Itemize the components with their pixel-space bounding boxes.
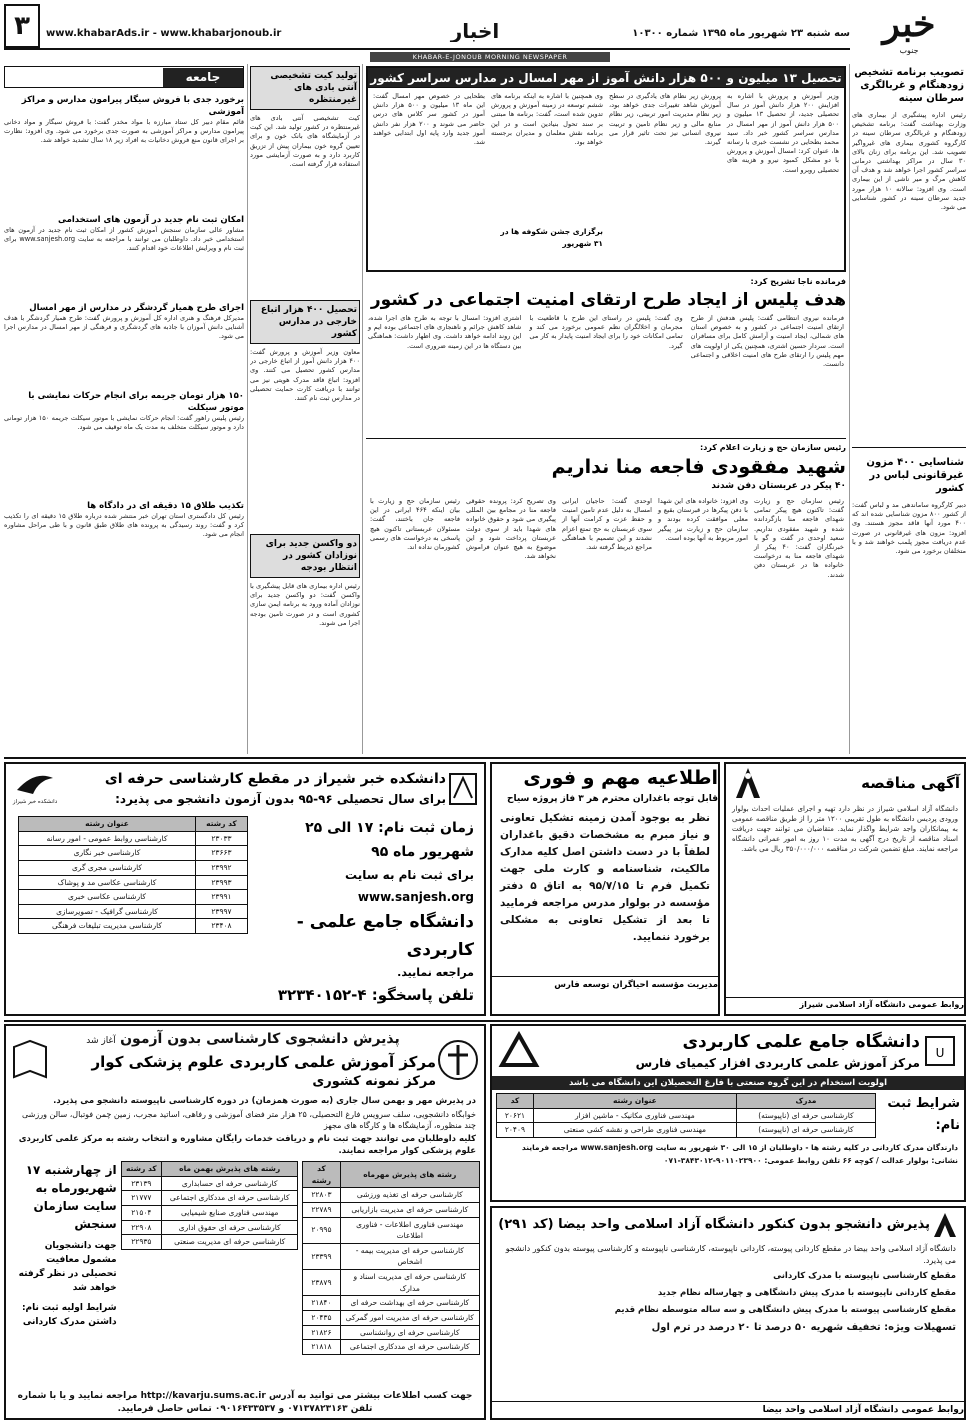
medical-bahman-row-cell: ۲۱۵۰۴	[121, 1205, 161, 1220]
college-site[interactable]: برای ثبت نام به سایت www.sanjesh.org	[344, 868, 474, 904]
medical-bahman-col-title: رشته های پذیرش بهمن ماه	[162, 1162, 298, 1177]
medical-mehr-row-cell: کارشناسی حرفه ای مدیریت امور گمرکی	[340, 1310, 479, 1325]
page-number: ۳	[4, 4, 40, 48]
azad-line-1: دانشگاه آزاد اسلامی واحد بیضا در مقطع کاردانی پیوسته، کاردانی ناپیوسته، کارشناسی ناپیوسته و کارشناسی پیوسته بدون کنکور دانشجو می پذیرد.	[505, 1244, 956, 1265]
medical-bahman-row-cell: ۲۲۹۳۵	[121, 1235, 161, 1250]
college-table-row-cell: کارشناسی مدیریت تبلیغات فرهنگی	[19, 919, 196, 934]
lead-col-1: وزیر آموزش و پرورش با اشاره به افزایش ۲۰۰ هزار دانش آموز در سال تحصیلی جدید، از تحصیل ۱۳ میلیون و ۵۰۰ هزار دانش آموز از مهر امسال در مدارس سراسر کشور خبر داد. سید محمد بطحایی در نشست خبری با رسانه ها، عنوان کرد: امسال آموزش و پرورش با دو مشکل کمبود نیرو و هزینه های تحصیلی روبرو است.	[727, 92, 839, 174]
mid-title-3: دو واکسن جدید برای نوزادان کشور در انتظار بودجه	[250, 534, 360, 578]
college-table-row	[19, 890, 248, 905]
medical-ad	[4, 1024, 486, 1420]
kimia-table-row-cell: کارشناسی حرفه ای (ناپیوسته)	[736, 1108, 875, 1123]
middle-column	[250, 66, 360, 754]
college-refer: مراجعه نمایید.	[397, 966, 474, 979]
medical-mehr-row	[303, 1188, 480, 1203]
medical-mehr-row-cell: کارشناسی حرفه ای مدیریت اسناد و مدارک	[340, 1270, 479, 1296]
tender-body: دانشگاه آزاد اسلامی شیراز در نظر دارد تهیه و اجرای عملیات احداث بولوار ورودی پردیس دانشگاه به طول تقریبی ۱۲۰۰ متر را از طریق مناقصه عمومی به پیمانکاران واجد شرایط واگذار نماید. متقاضیان می توانند جهت دریافت اسناد مناقصه از تاریخ درج آگهی به مدت ۱۰ روز به امور عمرانی دانشگاه مراجعه نمایند. مبلغ تضمین شرکت در مناقصه ۳۵۰/۰۰۰/۰۰۰ ریال می باشد.	[732, 805, 958, 853]
college-table-row	[19, 904, 248, 919]
kimia-table	[496, 1093, 876, 1138]
hajj-col-4: وی تصریح کرد: پرونده حقوقی فاجعه منا در مجامع بین المللی پیگیری می شود و حقوق خانواده های شهدا باید از سوی دولت عربستان پرداخت شود و این موضوع به هیچ عنوان فراموش نخواهد شد.	[466, 497, 556, 561]
medical-mehr-row	[303, 1202, 480, 1217]
college-table-row-cell: ۲۳۹۹۱	[195, 890, 247, 905]
medical-side-1: از چهارشنبه ۱۷ شهریورماه به سایت سازمان سنجش	[25, 1163, 117, 1231]
medical-mehr-row-cell: کارشناسی حرفه ای مددکاری اجتماعی	[340, 1340, 479, 1355]
medical-mehr-row	[303, 1325, 480, 1340]
kimia-table-row-cell: ۲۰۶۲۱	[497, 1108, 534, 1123]
medical-bahman-row-cell: کارشناسی حرفه ای مدیریت صنعتی	[162, 1235, 298, 1250]
azad-title: پذیرش دانشجو بدون کنکور دانشگاه آزاد اسلامی واحد بیضا (کد ۲۹۱)	[498, 1217, 930, 1232]
bird-logo-icon	[15, 770, 55, 796]
police-story	[366, 276, 846, 436]
left-item-body: رئیس کل دادگستری استان تهران خبر منتشر شده درباره طلاق ۱۵ دقیقه ای را تکذیب کرد و گفت: روند رسیدگی به پرونده های طلاق طبق قانون و با طی مراحل مشاوره انجام می شود.	[4, 512, 244, 539]
section-title: اخبار	[450, 19, 500, 42]
college-table	[18, 816, 248, 934]
urgent-notice-ad	[490, 762, 720, 1016]
medical-mehr-row-cell: ۲۳۳۹۹	[303, 1243, 340, 1269]
medical-mehr-row-cell: کارشناسی حرفه ای تغذیه ورزشی	[340, 1188, 479, 1203]
kimia-table-row-cell: مهندسی فناوری مکانیک - ماشین افزار	[533, 1108, 736, 1123]
medical-mehr-row-cell: کارشناسی حرفه ای مدیریت بیمه - اشخاص	[340, 1243, 479, 1269]
medical-bottom: جهت کسب اطلاعات بیشتر می توانید به آدرس http://kavarju.sums.ac.ir مراجعه نمایید و یا با شماره تلفن ۰۷۱۳۷۸۲۳۱۶۳ و ۰۹۰۱۶۴۳۳۵۳۷ تماس حاصل فرمایید.	[17, 1391, 473, 1414]
medical-bahman-row-cell: ۲۲۹۰۸	[121, 1220, 161, 1235]
college-phone: تلفن پاسخگو: ۴-۳۲۳۴۰۱۵۲	[277, 986, 474, 1004]
urgent-body: نظر به بوجود آمدن زمینه تشکیل تعاونی و نیاز مبرم به مشخصات دقیق باغداران لطفاً با در دست داشتن اصل کلیه مدارک مالکیت، شناسنامه و کارت ملی جهت تکمیل فرم تا ۹۵/۷/۱۵ به اتاق ۵ دفتر مؤسسه در بولوار مدرس مراجعه فرمایید تا بعد از تشکیل تعاونی به مشکلی برخورد ننمایید.	[500, 812, 710, 943]
medical-bahman-row-cell: ۲۱۷۷۷	[121, 1191, 161, 1206]
college-logo-text: دانشکده خبر شیراز	[12, 799, 58, 806]
urgent-footer: مدیریت مؤسسه احیاگران توسعه فارس	[492, 976, 718, 993]
college-table-row-cell: کارشناسی روابط عمومی - امور رسانه	[19, 831, 196, 846]
college-reg-date: زمان ثبت نام: ۱۷ الی ۲۵ شهریور ماه ۹۵	[305, 820, 474, 860]
medical-side-3: شرایط اولیه ثبت نام: داشتن مدرک کاردانی	[21, 1303, 117, 1327]
medical-bahman-row-cell: مهندسی فناوری صنایع شیمیایی	[162, 1205, 298, 1220]
college-table-row-cell: ۲۳۰۳۳	[195, 831, 247, 846]
medical-bahman-row	[121, 1205, 298, 1220]
mid-body-2: معاون وزیر آموزش و پرورش گفت: ۴۰۰ هزار دانش آموز از اتباع خارجی در مدارس کشور تحصیل می کنند. وی افزود: اتباع فاقد مدرک هویتی نیز می توانند با دریافت کارت حمایت تحصیلی در مدارس ثبت نام کنند.	[250, 348, 360, 403]
medical-bahman-row-cell: کارشناسی حرفه ای مددکاری اجتماعی	[162, 1191, 298, 1206]
mid-body-3: رئیس اداره بیماری های قابل پیشگیری با واکسن گفت: دو واکسن جدید برای نوزادان آماده ورود به برنامه ایمن سازی کشوری است و در صورت تامین بودجه اجرا می شوند.	[250, 582, 360, 627]
mid-body-1: کیت تشخیصی آنتی بادی های غیرمنتظره در کشور تولید شد. این کیت در آزمایشگاه های بانک خون و برای تعیین گروه خون بیماران پیش از تزریق کاربرد دارد و به صورت آزمایشی مورد استفاده قرار گرفته است.	[250, 114, 360, 169]
medical-top-text-2: آغاز شد	[86, 1036, 116, 1046]
medical-mehr-row-cell: ۲۲۷۸۹	[303, 1202, 340, 1217]
right-title-1: تصویب برنامه تشخیص زودهنگام و غربالگری سرطان سینه	[854, 67, 964, 104]
medical-mehr-row-cell: کارشناسی حرفه ای روانشناسی	[340, 1325, 479, 1340]
urgent-subtitle: قابل توجه باغداران محترم هر ۳ فاز پروژه سیاح	[506, 794, 718, 804]
english-name: KHABAR-E-JONOUB MORNING NEWSPAPER	[370, 52, 610, 62]
medical-bahman-row-cell: کارشناسی حرفه ای حسابداری	[162, 1176, 298, 1191]
medical-bahman-row	[121, 1176, 298, 1191]
kimia-table-row-cell: کارشناسی حرفه ای (ناپیوسته)	[736, 1123, 875, 1138]
college-table-row-cell: ۲۳۴۰۸	[195, 919, 247, 934]
medical-mehr-row-cell: ۲۲۸۰۳	[303, 1188, 340, 1203]
right-body-2: دبیر کارگروه ساماندهی مد و لباس گفت: از کشور ۸۰۰ مزون شناسایی شده اند که ۴۰۰ مورد آنها فاقد مجوز هستند. وی افزود: مزون های غیرقانونی در صورت عدم دریافت مجوز پلمب خواهند شد و با متخلفان برخورد می شود.	[852, 501, 966, 556]
left-section-title: جامعه	[163, 68, 243, 87]
date-line: سه شنبه ۲۳ شهریور ماه ۱۳۹۵ شماره ۱۰۳۰۰	[632, 28, 850, 39]
university-emblem-icon	[446, 768, 480, 808]
left-item-headline: اجرای طرح همیار گردشگر در مدارس از مهر امسال	[29, 303, 244, 313]
college-table-row-cell: کارشناسی گرافیک - تصویرسازی	[19, 904, 196, 919]
college-table-row	[19, 875, 248, 890]
college-col-code: کد رشته	[195, 817, 247, 832]
college-table-row-cell: کارشناسی خبر نگاری	[19, 846, 196, 861]
kimia-subtitle: مرکز آموزش علمی کاربردی افزار کیمیای فارس	[635, 1056, 920, 1070]
kimia-conditions: شرایط ثبت نام:	[887, 1096, 960, 1133]
medical-mehr-row-cell: مهندسی فناوری اطلاعات - فناوری اطلاعات	[340, 1217, 479, 1243]
medical-mehr-row-cell: کارشناسی حرفه ای بهداشت حرفه ای	[340, 1296, 479, 1311]
medical-top-text: پذیرش دانشجوی کارشناسی بدون آزمون	[120, 1031, 400, 1047]
hajj-col-2: وی افزود: خانواده های این شهدا با دفن پیکرها در قبرستان بقیع و معلی موافقت کرده بودند و سازمان حج و زیارت نیز پیگیر امور مربوط به آنها بوده است.	[658, 497, 748, 542]
left-item-body: رئیس پلیس راهور گفت: انجام حرکات نمایشی با موتور سیکلت جریمه ۱۵۰ هزار تومانی دارد و موتور سیکلت متخلف به مدت یک ماه توقیف می شود.	[4, 414, 244, 432]
kimia-table-row-cell: ۲۰۴۰۹	[497, 1123, 534, 1138]
mid-title-1: تولید کیت تشخیصی آنتی بادی های غیرمنتظره	[250, 66, 360, 110]
recycle-logo-icon	[496, 1031, 542, 1071]
hajj-col-1: رئیس سازمان حج و زیارت گفت: تاکنون هیچ پیکر تمامی شهدای فاجعه منا بازگردانده شده و شهید مفقودی نداریم. سعید اوحدی در گفت و گو با خبرنگاران گفت: ۴۰ پیکر از شهدای فاجعه منا به درخواست خانواده ها در عربستان دفن شدند.	[754, 497, 844, 579]
logo-text: خبر	[882, 3, 936, 45]
azad-university-logo-icon	[730, 766, 766, 800]
police-kicker: فرمانده ناجا تشریح کرد:	[750, 277, 846, 286]
medical-university-logo-icon	[436, 1037, 480, 1083]
college-table-row	[19, 919, 248, 934]
azad-line-3: مقطع کاردانی ناپیوسته با مدرک پیش دانشگاهی و چهارساله نظام جدید	[657, 1288, 956, 1298]
lead-col-4: بطحایی در خصوص مهر امسال گفت: این ماه ۱۳ میلیون و ۵۰۰ هزار دانش آموز در کشور سر کلاس های درس حاضر می شوند و ۲۰۰ هزار نفر دانش آموز جدید وارد پایه اول ابتدایی خواهند شد.	[373, 92, 485, 147]
medical-mehr-row	[303, 1270, 480, 1296]
medical-mehr-col-title: رشته های پذیرش مهرماه	[340, 1162, 479, 1188]
medical-mehr-row-cell: ۲۰۴۳۵	[303, 1310, 340, 1325]
left-item-headline: برخورد جدی با فروش سیگار پیرامون مدارس و مراکز آموزشی	[21, 95, 244, 117]
kimia-col-degree: مدرک	[736, 1094, 875, 1109]
right-column	[852, 64, 966, 754]
mid-title-2: تحصیل ۴۰۰ هزار اتباع خارجی در مدارس کشور	[250, 300, 360, 344]
medical-mehr-row-cell: ۲۱۸۱۸	[303, 1340, 340, 1355]
kimia-table-row	[497, 1108, 876, 1123]
medical-mehr-row	[303, 1310, 480, 1325]
left-item-body: مشاور عالی سازمان سنجش آموزش کشور از امکان ثبت نام جدید در آزمون های استخدامی خبر داد. داوطلبان می توانند با مراجعه به سایت www.sanjesh.org برای ثبت نام و ویرایش اطلاعات خود اقدام کنند.	[4, 226, 244, 253]
medical-mehr-row-cell: ۲۰۹۹۵	[303, 1217, 340, 1243]
college-table-row-cell: کارشناسی مجری گری	[19, 860, 196, 875]
kimia-note: دارندگان مدرک کاردانی در کلیه رشته ها - داوطلبان از ۱۵ الی ۳۰ شهریور به سایت www.sanjesh.org مراجعه فرمایند	[521, 1142, 958, 1152]
college-table-row-cell: کارشناسی عکاسی مد و پوشاک	[19, 875, 196, 890]
left-item-body: قائم مقام دبیر کل ستاد مبارزه با مواد مخدر گفت: با فروش سیگار و مواد دخانی پیرامون مدارس و مراکز آموزشی به صورت جدی برخورد می شود. وی افزود: نظارت بر اجرای قانون منع فروش دخانیات به افراد زیر ۱۸ سال تشدید خواهد شد.	[4, 118, 244, 145]
left-item-headline: ۱۵۰ هزار تومان جریمه برای انجام حرکات نمایشی با موتور سیکلت	[28, 391, 244, 413]
azad-line-2: مقطع کارشناسی ناپیوسته با مدرک کاردانی	[773, 1271, 956, 1281]
website-url[interactable]: www.khabarAds.ir - www.khabarjonoub.ir	[46, 28, 282, 39]
college-table-row-cell: ۲۳۹۹۷	[195, 904, 247, 919]
hajj-col-5: رئیس سازمان حج و زیارت با بیان اینکه ۴۶۴ ایرانی در این فاجعه جان باختند، گفت: مسئولان عربستانی تاکنون هیچ پاسخی به درخواست های رسمی کشورمان نداده اند.	[370, 497, 460, 552]
college-table-row	[19, 846, 248, 861]
kimia-ad	[490, 1024, 966, 1202]
college-table-row	[19, 860, 248, 875]
azad-line-4: مقطع کارشناسی پیوسته با مدرک پیش دانشگاهی و سه ساله متوسطه نظام قدیم	[614, 1305, 956, 1315]
kimia-priority-bar: اولویت استخدام در این گروه صنعتی با فارغ التحصیلان این دانشگاه می باشد	[492, 1076, 964, 1090]
college-col-title: عنوان رشته	[19, 817, 196, 832]
kimia-col-code: کد	[497, 1094, 534, 1109]
medical-line-3: کلیه داوطلبان می توانند جهت ثبت نام و دریافت خدمات رایگان مشاوره و انتخاب رشته به مرکز علمی کاربردی علوم پزشکی کوار مراجعه نمایند.	[18, 1134, 476, 1156]
medical-mehr-row-cell: کارشناسی حرفه ای مدیریت بازاریابی	[340, 1202, 479, 1217]
medical-mehr-row	[303, 1340, 480, 1355]
medical-mehr-col-code: کد رشته	[303, 1162, 340, 1188]
medical-line-2: خوابگاه دانشجویی، سلف سرویس فارغ التحصیلی، ۲۵ هزار متر فضای آموزشی و رفاهی، اساتید مجرب، زمین چمن فوتبال، سالن ورزشی چند منظوره، آزمایشگاه ها و کارگاه های مجهز	[21, 1110, 476, 1130]
medical-bahman-row-cell: کارشناسی حرفه ای حقوق اداری	[162, 1220, 298, 1235]
police-col-2: وی گفت: پلیس در راستای این طرح با قاطعیت با مجرمان و اخلالگران نظم عمومی برخورد می کند و تمامی امکانات خود را برای ایجاد امنیت پایدار به کار می گیرد.	[529, 314, 683, 350]
kimia-table-row-cell: مهندسی فناوری طراحی و نقشه کشی صنعتی	[533, 1123, 736, 1138]
medical-bahman-row-cell: ۲۳۱۳۹	[121, 1176, 161, 1191]
medical-mehr-row-cell: ۲۱۸۲۶	[303, 1325, 340, 1340]
medical-bahman-col-code: کد رشته	[121, 1162, 161, 1177]
masthead-logo	[852, 2, 966, 56]
lead-story	[366, 66, 846, 272]
right-body-1: رئیس اداره پیشگیری از بیماری های وزارت بهداشت گفت: برنامه تشخیص زودهنگام و غربالگری سرطان سینه در کارگروه کشوری بیماری های غیرواگیر تصویب شد. این برنامه برای زنان بالای ۳۰ سال در مراکز بهداشتی درمانی سراسر کشور اجرا خواهد شد و هدف آن کاهش مرگ و میر ناشی از این بیماری است. وی افزود: سالانه ۱۰ هزار مورد جدید سرطان سینه در کشور شناسایی می شود.	[852, 111, 966, 212]
kimia-col-title: عنوان رشته	[533, 1094, 736, 1109]
kimia-table-row	[497, 1123, 876, 1138]
left-item-body: مدیرکل فرهنگ و هنری اداره کل آموزش و پرورش گفت: طرح همیار گردشگر با هدف آشنایی دانش آموزان با جاذبه های گردشگری و فرهنگی از مهر امسال در مدارس اجرا می شود.	[4, 314, 244, 341]
hajj-col-3: اوحدی گفت: حاجیان ایرانی امسال به دلیل عدم تامین امنیت و حفظ عزت و کرامت آنها از سوی عربستان به حج تمتع اعزام نشدند و این تصمیم با هماهنگی مراجع ذیربط گرفته شد.	[562, 497, 652, 552]
medical-mehr-row	[303, 1217, 480, 1243]
hajj-story	[366, 442, 846, 754]
police-col-1: فرمانده نیروی انتظامی گفت: پلیس هدفش از طرح ارتقای امنیت اجتماعی در کشور و به خصوص استان های شمالی، ایجاد امنیت و آرامش کامل برای مسافران است. سردار حسین اشتری، همچنین یکی از اولویت های مهم پلیس را ارتقای طرح های امنیت اخلاقی و اجتماعی دانست.	[690, 314, 844, 369]
tender-footer: روابط عمومی دانشگاه آزاد اسلامی شیراز	[726, 997, 964, 1012]
lead-subhead: برگزاری جشن شکوفه ها در ۳۱ شهریور	[500, 227, 603, 248]
university-logo-icon	[920, 1031, 960, 1071]
left-item-headline: امکان ثبت نام جدید در آزمون های استخدامی	[57, 215, 244, 225]
medical-mehr-row-cell: ۲۱۸۴۰	[303, 1296, 340, 1311]
college-title: دانشکده خبر شیراز در مقطع کارشناسی حرفه ای	[104, 771, 446, 787]
medical-bahman-row	[121, 1235, 298, 1250]
medical-bahman-row	[121, 1220, 298, 1235]
azad-logo-icon	[930, 1211, 960, 1239]
college-logo	[10, 770, 60, 807]
lead-col-2: پرورش زیر نظام های یادگیری در سطح آموزش شاهد تغییرات جدی خواهد بود، زیر نظام مدیریت امور تربیتی، زیر نظام منابع مالی و زیر نظام تامین و تربیت نیروی انسانی نیز تحت تاثیر قرار می گیرند.	[609, 92, 721, 147]
lead-col-3: وی همچنین با اشاره به اینکه برنامه های ششم توسعه در زمینه آموزش و پرورش تدوین شده است، گفت: برنامه ها مبتنی بر سند تحول بنیادین است و در این برنامه نقش معلمان و مدیران برجسته خواهد بود.	[491, 92, 603, 147]
college-table-row	[19, 831, 248, 846]
college-uni-name: دانشگاه جامع علمی - کاربردی	[296, 912, 474, 960]
hajj-headline: شهید مفقودی فاجعه منا نداریم	[551, 456, 846, 478]
police-headline: هدف پلیس از ایجاد طرح ارتقای امنیت اجتماعی در کشور	[370, 290, 846, 310]
azad-footer: روابط عمومی دانشگاه آزاد اسلامی واحد بیضا	[492, 1401, 964, 1418]
medical-table-mehr	[302, 1161, 480, 1355]
police-col-3: اشتری افزود: امسال با توجه به طرح های اجرا شده، شاهد کاهش جرائم و ناهنجاری های اجتماعی بوده ایم و این روند ادامه خواهد داشت. وی اظهار داشت: هماهنگی بین دستگاه ها در این زمینه ضروری است.	[368, 314, 522, 350]
logo-subtitle: جنوب	[899, 46, 919, 55]
medical-line-1: در پذیرش مهر و بهمن سال جاری (به صورت همزمان) در دوره کارشناسی ناپیوسته دانشجو می پذیرد.	[53, 1096, 476, 1106]
college-table-row-cell: کارشناسی عکاسی خبری	[19, 890, 196, 905]
tender-title: آگهی مناقصه	[861, 774, 960, 792]
medical-sample-center: مرکز نمونه کشوری	[312, 1074, 436, 1089]
svg-text:U: U	[935, 1046, 945, 1060]
medical-mehr-row	[303, 1296, 480, 1311]
medical-center-name: مرکز آموزش علمی کاربردی علوم پزشکی کوار	[91, 1053, 436, 1071]
book-logo-icon	[10, 1037, 50, 1083]
hajj-subhead: ۴۰ پیکر در عربستان دفن شدند	[711, 481, 846, 491]
kimia-address: نشانی: بولوار عدالت / کوچه ۶۶ تلفن روابط عمومی: ۹۰۱۱۰۲۳۹۰۰-۳۸۴۳۰۱۲-۰۷۱	[663, 1155, 958, 1165]
left-column	[4, 66, 244, 754]
college-ad	[4, 762, 486, 1016]
medical-mehr-row-cell: ۲۳۸۷۹	[303, 1270, 340, 1296]
tender-ad	[724, 762, 966, 1016]
college-table-row-cell: ۲۳۶۶۳	[195, 846, 247, 861]
medical-table-bahman	[121, 1161, 299, 1250]
right-title-2: شناسایی ۴۰۰ مزون غیرقانونی لباس در کشور	[866, 457, 964, 494]
medical-bahman-row	[121, 1191, 298, 1206]
urgent-title: اطلاعیه مهم و فوری	[523, 767, 718, 789]
kimia-title: دانشگاه جامع علمی کاربردی	[682, 1032, 920, 1052]
college-subtitle: برای سال تحصیلی ۹۶-۹۵ بدون آزمون دانشجو می پذیرد:	[115, 792, 446, 806]
college-table-row-cell: ۲۳۹۹۲	[195, 860, 247, 875]
medical-side-2: جهت دانشجویان مشمول معافیت تحصیلی در نظر گرفته خواهد شد	[18, 1241, 117, 1293]
college-table-row-cell: ۲۳۹۹۳	[195, 875, 247, 890]
medical-mehr-row	[303, 1243, 480, 1269]
lead-headline: تحصیل ۱۳ میلیون و ۵۰۰ هزار دانش آموز از مهر امسال در مدارس سراسر کشور	[368, 68, 844, 88]
hajj-kicker: رئیس سازمان حج و زیارت اعلام کرد:	[700, 443, 846, 452]
left-item-headline: تکذیب طلاق ۱۵ دقیقه ای در دادگاه ها	[87, 501, 244, 511]
azad-beyza-ad	[490, 1206, 966, 1420]
azad-line-5: تسهیلات ویژه: تخفیف شهریه ۵۰ درصد تا ۲۰ درصد در ترم اول	[651, 1322, 956, 1333]
left-section-header	[4, 66, 244, 88]
